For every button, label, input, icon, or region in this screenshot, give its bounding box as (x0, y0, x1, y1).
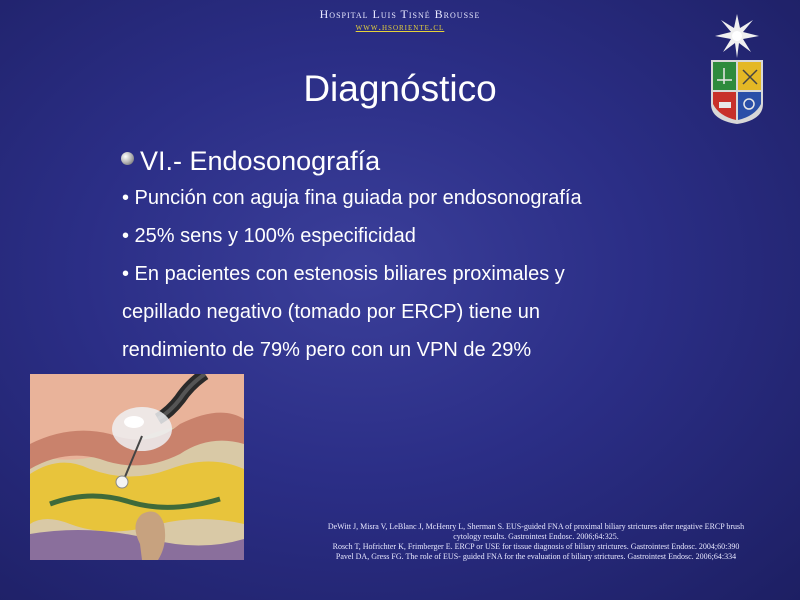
hospital-url-link[interactable]: www.hsoriente.cl (355, 22, 445, 33)
star-icon (715, 14, 759, 58)
reference-line: Pavel DA, Gress FG. The role of EUS- guided FNA for the evaluation of biliary strictures. Gastrointest Endosc. 2006;64:334 (335, 552, 737, 561)
reference-line: cytology results. Gastrointest Endosc. 2006;64:325. (453, 532, 619, 541)
bullet-line: • 25% sens y 100% especificidad (122, 225, 416, 247)
references (286, 522, 786, 562)
endoscopic-ultrasound-illustration (30, 374, 244, 560)
continuation-line: rendimiento de 79% pero con un VPN de 29% (122, 339, 532, 361)
reference-line: DeWitt J, Misra V, LeBlanc J, McHenry L, Sherman S. EUS-guided FNA of proximal biliary strictures after negative ERCP brush (327, 522, 745, 531)
hospital-name: Hospital Luis Tisné Brousse (319, 7, 481, 21)
reference-line: Rosch T, Hofrichter K, Frimberger E. ERCP or USE for tissue diagnosis of biliary strictures. Gastrointest Endosc. 2004;60:390 (332, 542, 740, 551)
section-heading (140, 143, 722, 179)
continuation-line: cepillado negativo (tomado por ERCP) tiene un (122, 301, 541, 323)
slide-title: Diagnóstico (303, 68, 497, 109)
bullet-line: • Punción con aguja fina guiada por endosonografía (122, 187, 582, 209)
section-heading-text: VI.- Endosonografía (140, 146, 381, 176)
slide-header (0, 7, 800, 33)
bullet-line: • En pacientes con estenosis biliares proximales y (122, 263, 565, 285)
slide-body (122, 143, 722, 369)
sphere-bullet-icon (121, 152, 134, 165)
